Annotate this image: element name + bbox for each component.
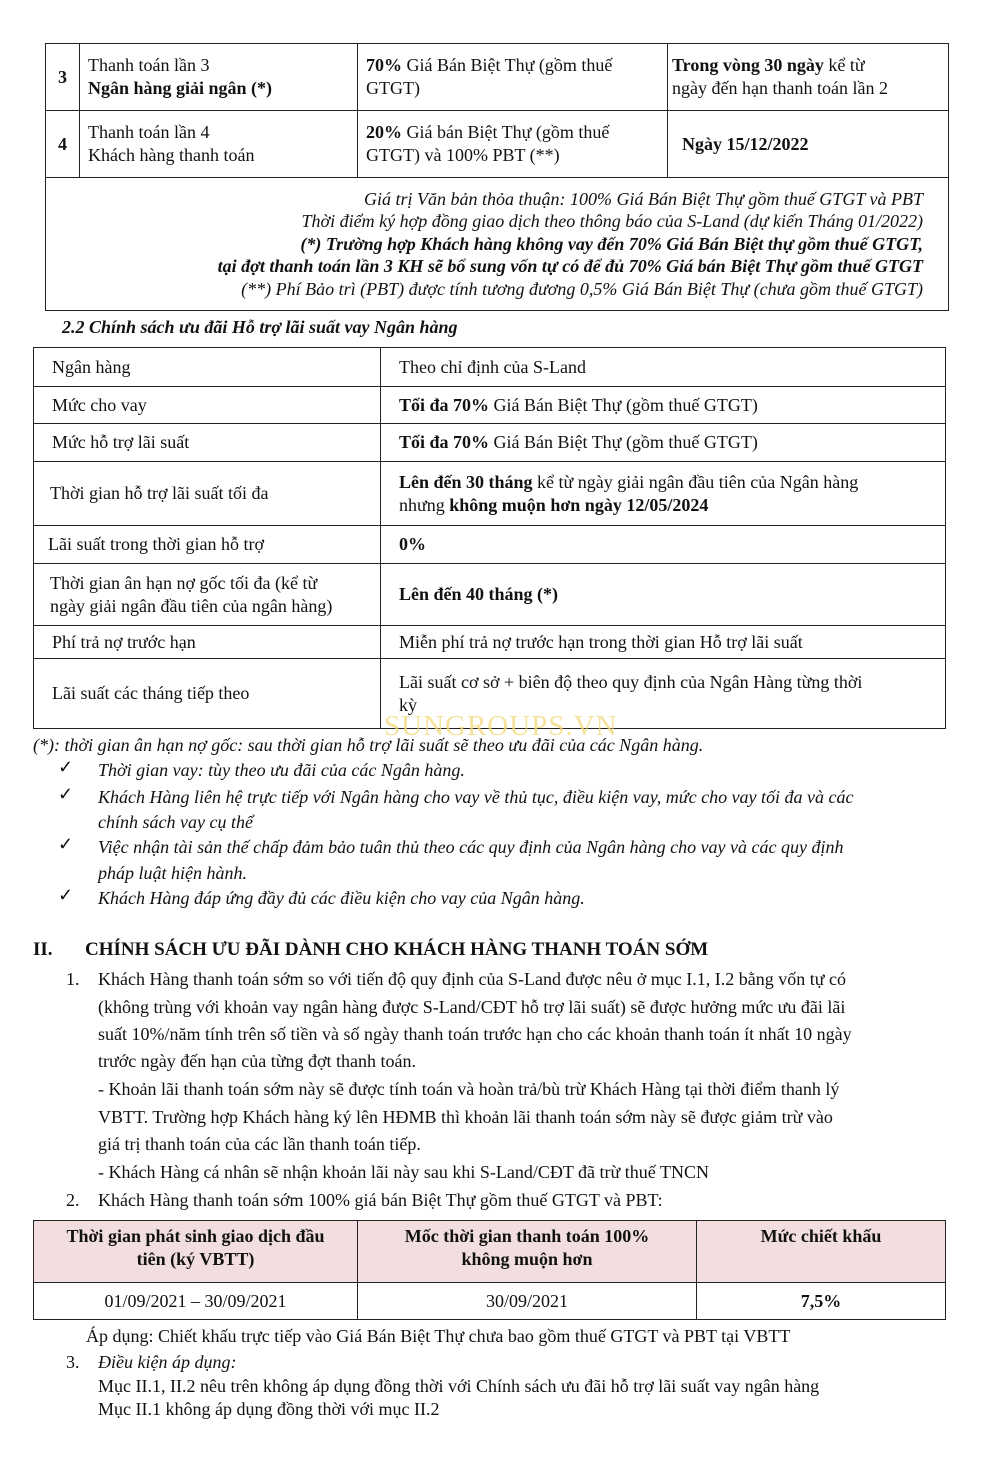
payment-deadline-cell [668, 44, 949, 111]
footnote: (*): thời gian ân hạn nợ gốc: sau thời gian hỗ trợ lãi suất sẽ theo ưu đãi của các Ngân hàng. [33, 735, 704, 755]
payment-title-cell [80, 44, 358, 111]
amount-bold: 20% [366, 122, 402, 142]
bullet-text: Khách Hàng liên hệ trực tiếp với Ngân hàng cho vay về thủ tục, điều kiện vay, mức cho vay tối đa và các [98, 787, 854, 807]
column-header: Mức chiết khấu [697, 1221, 946, 1283]
row-label: Mức cho vay [34, 387, 381, 424]
row-value: Tối đa 70% Giá Bán Biệt Thự (gồm thuế GTGT) [381, 424, 946, 462]
table-row [34, 348, 946, 387]
payment-title-cell [80, 111, 358, 178]
table-row [34, 424, 946, 462]
notes-row [46, 178, 949, 311]
table-row [34, 564, 946, 626]
amount-text: Giá bán Biệt Thự (gồm thuế [402, 122, 610, 142]
item-number: 1. [66, 969, 80, 989]
payment-amount-cell [358, 111, 668, 178]
item-text: Mục II.1, II.2 nêu trên không áp dụng đồng thời với Chính sách ưu đãi hỗ trợ lãi suất vay ngân hàng [98, 1376, 820, 1396]
row-value: Lên đến 40 tháng (*) [381, 564, 946, 626]
notes-cell [46, 178, 949, 311]
row-number: 4 [46, 111, 80, 178]
deadline-text: kể từ [823, 55, 865, 75]
item-text: Khách Hàng thanh toán sớm 100% giá bán Biệt Thự gồm thuế GTGT và PBT: [98, 1190, 663, 1210]
payment-deadline-cell [668, 111, 949, 178]
check-icon: ✓ [58, 784, 74, 804]
note-line: (*) Trường hợp Khách hàng không vay đến 70% Giá Bán Biệt thự gồm thuế GTGT, [300, 233, 923, 254]
row-label: Ngân hàng [34, 348, 381, 387]
table-row [34, 387, 946, 424]
table-cell: 30/09/2021 [358, 1283, 697, 1320]
table-row [46, 44, 949, 111]
table-row [34, 626, 946, 659]
payment-title: Thanh toán lần 4 [88, 122, 210, 142]
payment-subtitle: Khách hàng thanh toán [88, 145, 255, 165]
payment-schedule-table [45, 43, 949, 311]
payment-subtitle: Ngân hàng giải ngân (*) [88, 78, 273, 98]
item-text: - Khoản lãi thanh toán sớm này sẽ được tính toán và hoàn trả/bù trừ Khách Hàng tại thời điểm thanh lý [98, 1079, 840, 1099]
item-text: suất 10%/năm tính trên số tiền và số ngày thanh toán trước hạn cho các khoản thanh toán ít nhất 10 ngày [98, 1024, 852, 1044]
row-value: Miễn phí trả nợ trước hạn trong thời gian Hỗ trợ lãi suất [381, 626, 946, 659]
item-text: trước ngày đến hạn của từng đợt thanh toán. [98, 1051, 416, 1071]
amount-text: Giá Bán Biệt Thự (gồm thuế [402, 55, 613, 75]
row-value: Theo chỉ định của S-Land [381, 348, 946, 387]
row-label: Lãi suất trong thời gian hỗ trợ [34, 526, 381, 564]
watermark-text: SUNGROUPS.VN [384, 710, 618, 742]
row-label: Phí trả nợ trước hạn [34, 626, 381, 659]
table-header-row [34, 1221, 946, 1283]
row-label: Thời gian ân hạn nợ gốc tối đa (kể từ ngày giải ngân đầu tiên của ngân hàng) [34, 564, 381, 626]
item-text: - Khách Hàng cá nhân sẽ nhận khoản lãi này sau khi S-Land/CĐT đã trừ thuế TNCN [98, 1162, 709, 1182]
section-heading-2-2: 2.2 Chính sách ưu đãi Hỗ trợ lãi suất vay Ngân hàng [62, 317, 458, 337]
column-header: Thời gian phát sinh giao dịch đầu tiên (ký VBTT) [34, 1221, 358, 1283]
bullet-text-cont: chính sách vay cụ thể [98, 812, 253, 832]
row-value: Lãi suất cơ sở + biên độ theo quy định của Ngân Hàng từng thời kỳ [381, 659, 946, 729]
amount-text-2: GTGT) [366, 78, 420, 98]
section-number: II. [33, 939, 53, 960]
row-value: Tối đa 70% Giá Bán Biệt Thự (gồm thuế GTGT) [381, 387, 946, 424]
note-line: (**) Phí Bảo trì (PBT) được tính tương đương 0,5% Giá Bán Biệt Thự (chưa gồm thuế GTGT) [241, 278, 923, 299]
deadline-text-2: ngày đến hạn thanh toán lần 2 [672, 78, 888, 98]
row-label: Mức hỗ trợ lãi suất [34, 424, 381, 462]
check-icon: ✓ [58, 834, 74, 854]
table-cell: 01/09/2021 – 30/09/2021 [34, 1283, 358, 1320]
loan-support-table [33, 347, 946, 729]
bullet-text: Khách Hàng đáp ứng đầy đủ các điều kiện cho vay của Ngân hàng. [98, 888, 585, 908]
payment-amount-cell [358, 44, 668, 111]
item-number: 2. [66, 1190, 80, 1210]
note-line: tại đợt thanh toán lần 3 KH sẽ bổ sung vốn tự có để đủ 70% Giá bán Biệt Thự gồm thuế GTGT [217, 256, 923, 277]
bullet-text: Việc nhận tài sản thế chấp đảm bảo tuân thủ theo các quy định của Ngân hàng cho vay và các quy định [98, 837, 844, 857]
section-title: CHÍNH SÁCH ƯU ĐÃI DÀNH CHO KHÁCH HÀNG THANH TOÁN SỚM [85, 939, 709, 960]
row-label: Lãi suất các tháng tiếp theo [34, 659, 381, 729]
row-value: Lên đến 30 tháng kể từ ngày giải ngân đầu tiên của Ngân hàng nhưng không muộn hơn ngày 12/05/2024 [381, 462, 946, 526]
item-text: giá trị thanh toán của các lần thanh toán tiếp. [98, 1134, 421, 1154]
item-text: Mục II.1 không áp dụng đồng thời với mục II.2 [98, 1399, 440, 1419]
check-icon: ✓ [58, 885, 74, 905]
table-row [34, 526, 946, 564]
table-cell: 7,5% [697, 1283, 946, 1320]
bullet-text: Thời gian vay: tùy theo ưu đãi của các Ngân hàng. [98, 760, 465, 780]
deadline-bold: Ngày 15/12/2022 [682, 133, 809, 154]
payment-title: Thanh toán lần 3 [88, 55, 210, 75]
deadline-bold: Trong vòng 30 ngày [672, 55, 824, 75]
item-title: Điều kiện áp dụng: [98, 1352, 237, 1372]
column-header: Mốc thời gian thanh toán 100% không muộn hơn [358, 1221, 697, 1283]
note-line: Giá trị Văn bản thỏa thuận: 100% Giá Bán Biệt Thự gồm thuế GTGT và PBT [364, 188, 923, 209]
note-line: Thời điểm ký hợp đồng giao dịch theo thông báo của S-Land (dự kiến Tháng 01/2022) [301, 211, 923, 232]
table-row [34, 462, 946, 526]
row-value: 0% [381, 526, 946, 564]
table-row [46, 111, 949, 178]
item-number: 3. [66, 1352, 80, 1372]
bullet-text-cont: pháp luật hiện hành. [98, 863, 247, 883]
apply-text: Áp dụng: Chiết khấu trực tiếp vào Giá Bán Biệt Thự chưa bao gồm thuế GTGT và PBT tại VBTT [86, 1326, 791, 1346]
discount-table [33, 1220, 946, 1320]
item-text: (không trùng với khoản vay ngân hàng được S-Land/CĐT hỗ trợ lãi suất) sẽ được hưởng mức ưu đãi lãi [98, 997, 846, 1017]
item-text: Khách Hàng thanh toán sớm so với tiến độ quy định của S-Land được nêu ở mục I.1, I.2 bằng vốn tự có [98, 969, 846, 989]
row-number: 3 [46, 44, 80, 111]
amount-text-2: GTGT) và 100% PBT (**) [366, 145, 560, 165]
row-label: Thời gian hỗ trợ lãi suất tối đa [34, 462, 381, 526]
table-row [34, 1283, 946, 1320]
item-text: VBTT. Trường hợp Khách hàng ký lên HĐMB thì khoản lãi thanh toán sớm này sẽ được giảm trừ vào [98, 1107, 833, 1127]
check-icon: ✓ [58, 757, 74, 777]
amount-bold: 70% [366, 55, 402, 75]
